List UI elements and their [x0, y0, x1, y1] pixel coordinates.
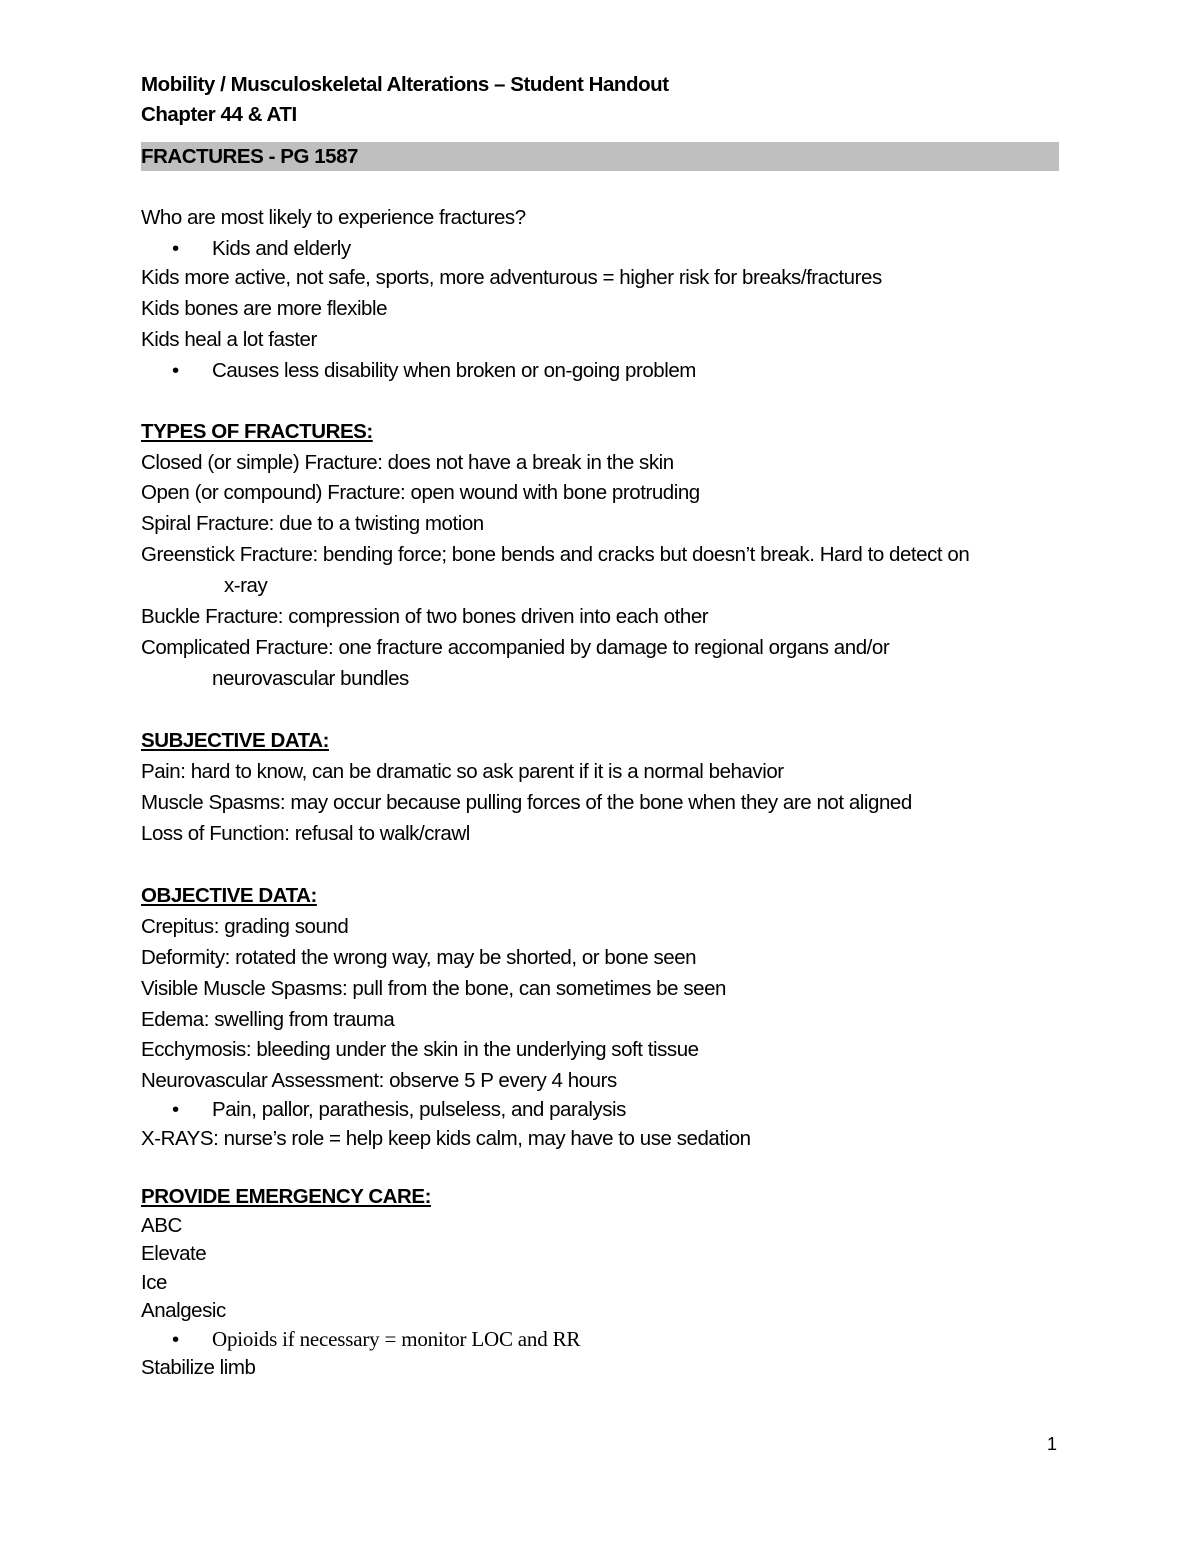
emergency-stabilize: Stabilize limb: [141, 1356, 256, 1379]
subjective-loss: Loss of Function: refusal to walk/crawl: [141, 822, 470, 845]
subjective-pain: Pain: hard to know, can be dramatic so ask parent if it is a normal behavior: [141, 760, 784, 783]
section-bar-label: FRACTURES - PG 1587: [141, 145, 359, 168]
types-greenstick-cont: x-ray: [224, 574, 268, 597]
objective-xrays: X-RAYS: nurse’s role = help keep kids calm, may have to use sedation: [141, 1127, 751, 1150]
types-open: Open (or compound) Fracture: open wound with bone protruding: [141, 481, 700, 504]
intro-line-2: Kids bones are more flexible: [141, 297, 388, 320]
types-complicated-cont: neurovascular bundles: [212, 667, 409, 690]
types-spiral: Spiral Fracture: due to a twisting motion: [141, 512, 484, 535]
objective-neuro: Neurovascular Assessment: observe 5 P every 4 hours: [141, 1069, 617, 1092]
types-closed: Closed (or simple) Fracture: does not have a break in the skin: [141, 451, 674, 474]
bullet-icon: •: [172, 359, 179, 382]
bullet-icon: •: [172, 237, 179, 260]
intro-bullet-2: [172, 358, 696, 384]
intro-line-1: Kids more active, not safe, sports, more adventurous = higher risk for breaks/fractures: [141, 266, 882, 289]
subjective-spasms: Muscle Spasms: may occur because pulling forces of the bone when they are not aligned: [141, 791, 912, 814]
objective-ecchymosis: Ecchymosis: bleeding under the skin in the underlying soft tissue: [141, 1038, 699, 1061]
bullet-icon: •: [172, 1328, 179, 1351]
document-subtitle: Chapter 44 & ATI: [141, 103, 297, 126]
subjective-heading: SUBJECTIVE DATA:: [141, 729, 329, 752]
objective-edema: Edema: swelling from trauma: [141, 1008, 395, 1031]
bullet-text: Kids and elderly: [212, 237, 351, 260]
bullet-text: Pain, pallor, parathesis, pulseless, and paralysis: [212, 1098, 626, 1121]
types-complicated: Complicated Fracture: one fracture accompanied by damage to regional organs and/or: [141, 636, 890, 659]
emergency-abc: ABC: [141, 1214, 182, 1237]
page-number: 1: [1047, 1434, 1058, 1454]
types-heading: TYPES OF FRACTURES:: [141, 420, 373, 443]
intro-bullet-1: [172, 236, 351, 262]
types-greenstick: Greenstick Fracture: bending force; bone bends and cracks but doesn’t break. Hard to detect on: [141, 543, 970, 566]
objective-visible-spasms: Visible Muscle Spasms: pull from the bone, can sometimes be seen: [141, 977, 726, 1000]
emergency-bullet: [172, 1326, 580, 1353]
section-bar: [141, 142, 1059, 171]
emergency-analgesic: Analgesic: [141, 1299, 226, 1322]
objective-bullet: [172, 1097, 626, 1123]
document-title: Mobility / Musculoskeletal Alterations – Student Handout: [141, 73, 669, 96]
intro-line-3: Kids heal a lot faster: [141, 328, 317, 351]
bullet-icon: •: [172, 1098, 179, 1121]
emergency-ice: Ice: [141, 1271, 167, 1294]
objective-deformity: Deformity: rotated the wrong way, may be shorted, or bone seen: [141, 946, 697, 969]
objective-crepitus: Crepitus: grading sound: [141, 915, 349, 938]
bullet-text: Causes less disability when broken or on-going problem: [212, 359, 696, 382]
objective-heading: OBJECTIVE DATA:: [141, 884, 317, 907]
emergency-heading: PROVIDE EMERGENCY CARE:: [141, 1185, 431, 1208]
bullet-text: Opioids if necessary = monitor LOC and RR: [212, 1327, 581, 1351]
intro-question: Who are most likely to experience fractures?: [141, 206, 526, 229]
emergency-elevate: Elevate: [141, 1242, 207, 1265]
types-buckle: Buckle Fracture: compression of two bones driven into each other: [141, 605, 709, 628]
